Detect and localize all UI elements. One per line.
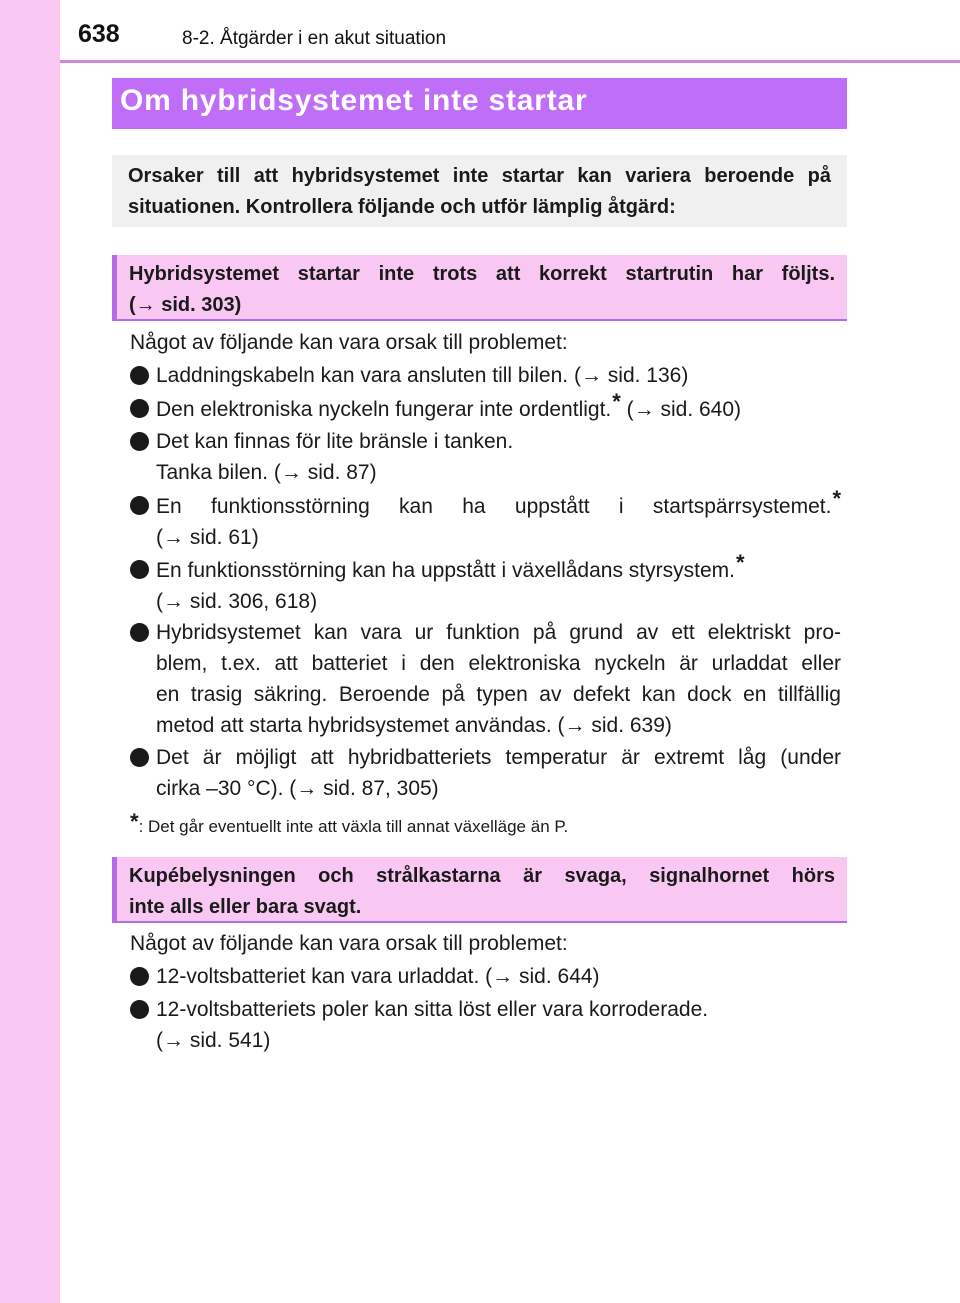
- intro-box: Orsaker till att hybridsystemet inte startar kan variera beroende på situationen. Kontrollera följande och utför lämplig åtgärd:: [112, 155, 847, 227]
- list-item-text: 12-voltsbatteriets poler kan sitta löst eller vara korroderade.: [156, 998, 709, 1021]
- page-title: Om hybridsystemet inte startar: [120, 84, 588, 117]
- list-item-text: Hybridsystemet kan vara ur funktion på grund av ett elektriskt pro-: [156, 621, 841, 644]
- page-number: 638: [78, 20, 120, 48]
- list-item-text: (→ sid. 61): [156, 526, 259, 549]
- list-item-text: [156, 486, 841, 522]
- bullet-icon: [130, 432, 149, 451]
- list-item: [130, 994, 841, 1056]
- list-item-text: [156, 550, 841, 586]
- bullet-icon: [130, 748, 149, 767]
- list-item: [130, 742, 841, 804]
- main-title-box: [112, 78, 847, 129]
- list-item-text: Det är möjligt att hybridbatteriets temperatur är extremt låg (under: [156, 746, 841, 769]
- list-item: [130, 617, 841, 741]
- list-item-text-main: Den elektroniska nyckeln fungerar inte ordentligt.: [156, 398, 612, 421]
- header-divider: [60, 60, 960, 63]
- case-heading-1: [112, 255, 847, 321]
- list-item: [130, 360, 841, 391]
- list-item-text: Det kan finnas för lite bränsle i tanken.: [156, 430, 514, 453]
- footnote-marker: *: [832, 486, 841, 511]
- list-item: [130, 961, 841, 992]
- list-item-text: blem, t.ex. att batteriet i den elektroniska nyckeln är urladdat eller: [156, 652, 841, 675]
- footnote-marker: *: [612, 389, 621, 414]
- footnote-marker: *: [130, 809, 139, 834]
- case-heading-2-line1: Kupébelysningen och strålkastarna är svaga, signalhornet hörs: [129, 865, 835, 887]
- bullet-icon: [130, 623, 149, 642]
- bullet-icon: [130, 560, 149, 579]
- footnote-text: : Det går eventuellt inte att växla till annat växelläge än P.: [138, 817, 569, 836]
- list-item-text: (→ sid. 306, 618): [156, 590, 318, 613]
- list-item-text: Laddningskabeln kan vara ansluten till bilen. (→ sid. 136): [156, 364, 689, 387]
- list-item-text-tail: (→ sid. 640): [620, 398, 742, 421]
- list-item-text: (→ sid. 541): [156, 1029, 271, 1052]
- case-heading-1-line2: (→ sid. 303): [129, 294, 242, 316]
- bullet-icon: [130, 1000, 149, 1019]
- case-heading-1-line1: Hybridsystemet startar inte trots att korrekt startrutin har följts.: [129, 263, 835, 285]
- list-item-text: metod att starta hybridsystemet användas. (→ sid. 639): [156, 714, 672, 737]
- list-item-text: [156, 389, 841, 425]
- list-item: [130, 486, 841, 553]
- list-item: [130, 426, 841, 488]
- section-reference: 8-2. Åtgärder i en akut situation: [182, 28, 447, 49]
- list-item-text-main: En funktionsstörning kan ha uppstått i växellådans styrsystem.: [156, 559, 735, 582]
- list-item: [130, 550, 841, 617]
- list-item-text: cirka –30 °C). (→ sid. 87, 305): [156, 777, 439, 800]
- case1-lead: Något av följande kan vara orsak till problemet:: [130, 331, 568, 354]
- list-item-text: en trasig säkring. Beroende på typen av defekt kan dock en tillfällig: [156, 683, 841, 706]
- side-strip: [0, 0, 60, 1303]
- list-item-text: Tanka bilen. (→ sid. 87): [156, 461, 377, 484]
- case-heading-2: [112, 857, 847, 923]
- list-item-text-main: En funktionsstörning kan ha uppstått i startspärrsystemet.: [156, 495, 832, 518]
- bullet-icon: [130, 399, 149, 418]
- bullet-icon: [130, 496, 149, 515]
- bullet-icon: [130, 366, 149, 385]
- footnote-marker: *: [735, 550, 745, 575]
- case-heading-2-line2: inte alls eller bara svagt.: [129, 896, 362, 918]
- case2-lead: Något av följande kan vara orsak till problemet:: [130, 932, 568, 955]
- bullet-icon: [130, 967, 149, 986]
- list-item: [130, 389, 841, 425]
- list-item-text: 12-voltsbatteriet kan vara urladdat. (→ sid. 644): [156, 965, 600, 988]
- footnote: [130, 809, 569, 838]
